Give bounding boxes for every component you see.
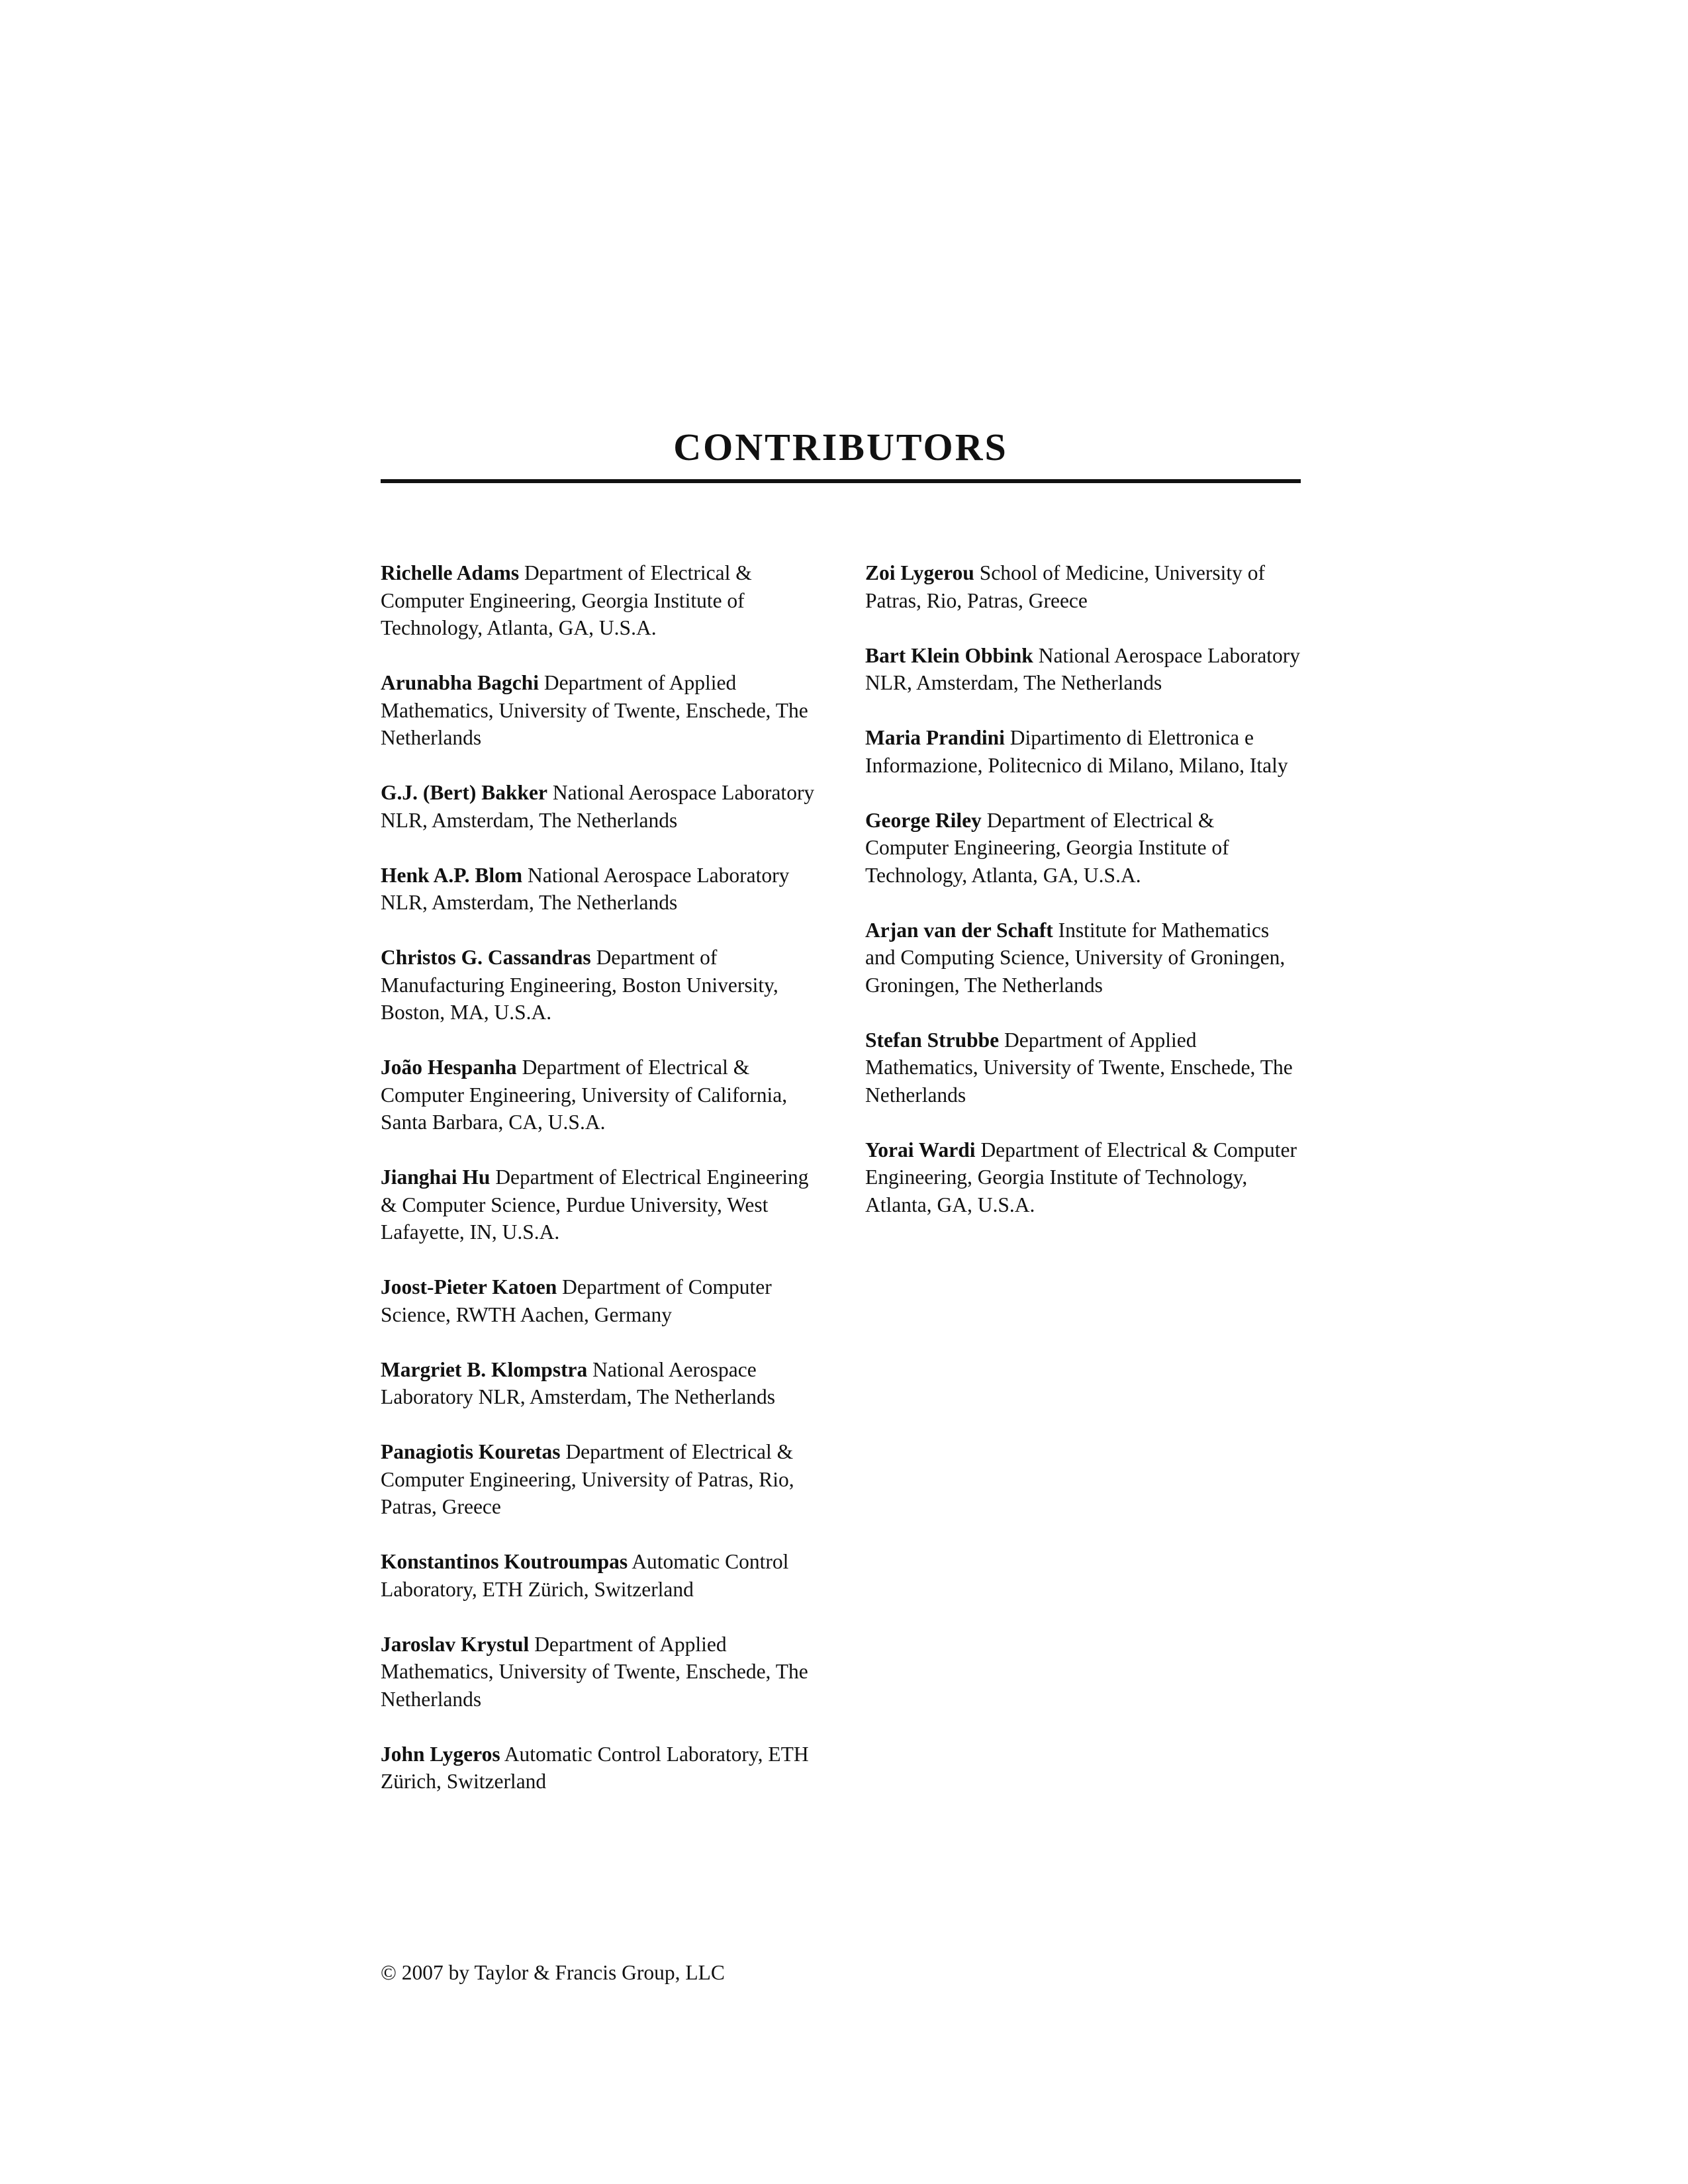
contributor-affiliation: Department of Electrical & Computer Engineering, Georgia Institute of Technology, Atlanta, GA, U.S.A. [865,808,1229,887]
contributor-name: Joost-Pieter Katoen [381,1275,557,1298]
contributor-entry [865,642,1302,697]
contributor-affiliation: Department of Manufacturing Engineering, Boston University, Boston, MA, U.S.A. [381,946,778,1024]
contributor-affiliation: National Aerospace Laboratory NLR, Amsterdam, The Netherlands [381,1357,776,1408]
contributors-right-column [865,559,1302,1246]
contributor-entry [381,1273,824,1328]
contributor-affiliation: Automatic Control Laboratory, ETH Zürich, Switzerland [381,1742,809,1793]
contributor-entry [381,944,824,1026]
contributor-entry [381,559,824,642]
contributor-name: Maria Prandini [865,726,1005,749]
contributor-name: Margriet B. Klompstra [381,1357,588,1381]
contributor-affiliation: Department of Electrical Engineering & Computer Science, Purdue University, West Lafayette, IN, U.S.A. [381,1165,809,1244]
contributor-name: Yorai Wardi [865,1138,976,1161]
contributor-affiliation: Department of Electrical & Computer Engineering, Georgia Institute of Technology, Atlanta, GA, U.S.A. [381,561,752,639]
contributor-entry [381,1163,824,1246]
contributor-name: Panagiotis Kouretas [381,1440,561,1463]
contributor-entry [381,1054,824,1136]
contributor-affiliation: Department of Electrical & Computer Engineering, University of California, Santa Barbara, CA, U.S.A. [381,1056,788,1134]
contributor-name: John Lygeros [381,1742,500,1766]
contributor-name: Arjan van der Schaft [865,918,1053,942]
contributor-name: Konstantinos Koutroumpas [381,1550,628,1573]
contributor-affiliation: Department of Applied Mathematics, University of Twente, Enschede, The Netherlands [381,671,808,749]
contributor-name: Henk A.P. Blom [381,863,523,887]
contributor-affiliation: Department of Computer Science, RWTH Aachen, Germany [381,1275,772,1326]
contributor-entry [865,917,1302,999]
contributor-entry [381,1741,824,1796]
contributor-affiliation: Automatic Control Laboratory, ETH Zürich, Switzerland [381,1550,789,1601]
contributor-name: Zoi Lygerou [865,561,974,584]
contributor-name: Jaroslav Krystul [381,1632,530,1656]
contributor-name: Arunabha Bagchi [381,671,539,694]
contributor-entry [381,1356,824,1411]
page-title: CONTRIBUTORS [673,425,1008,469]
contributor-name: G.J. (Bert) Bakker [381,781,547,804]
copyright-notice: © 2007 by Taylor & Francis Group, LLC [381,1961,725,1984]
contributor-entry [381,1548,824,1603]
contributor-entry [381,1631,824,1713]
title-rule [381,479,1301,483]
contributor-entry [381,669,824,752]
contributor-entry [865,1136,1302,1219]
contributor-name: Stefan Strubbe [865,1028,1000,1052]
contributor-entry [865,724,1302,779]
contributor-entry [865,559,1302,614]
contributor-entry [381,862,824,917]
contributor-name: Bart Klein Obbink [865,643,1033,667]
contributor-affiliation: Department of Applied Mathematics, University of Twente, Enschede, The Netherlands [865,1028,1293,1107]
contributor-affiliation: National Aerospace Laboratory NLR, Amsterdam, The Netherlands [865,643,1301,694]
contributor-name: Richelle Adams [381,561,520,584]
contributor-entry [865,807,1302,889]
contributor-affiliation: School of Medicine, University of Patras, Rio, Patras, Greece [865,561,1265,612]
contributor-name: Jianghai Hu [381,1165,491,1189]
contributor-affiliation: Institute for Mathematics and Computing Science, University of Groningen, Groningen, The Netherlands [865,918,1286,997]
contributor-name: George Riley [865,808,982,832]
contributor-name: João Hespanha [381,1056,517,1079]
contributors-left-column [381,559,824,1823]
contributor-affiliation: Department of Electrical & Computer Engineering, Georgia Institute of Technology, Atlanta, GA, U.S.A. [865,1138,1297,1216]
contributor-entry [381,1438,824,1521]
contributor-affiliation: National Aerospace Laboratory NLR, Amsterdam, The Netherlands [381,781,815,832]
contributor-affiliation: Department of Electrical & Computer Engineering, University of Patras, Rio, Patras, Greece [381,1440,794,1518]
contributor-entry [381,779,824,834]
contributor-entry [865,1026,1302,1109]
contributor-name: Christos G. Cassandras [381,946,591,969]
contributor-affiliation: Department of Applied Mathematics, University of Twente, Enschede, The Netherlands [381,1632,808,1711]
contributor-affiliation: Dipartimento di Elettronica e Informazione, Politecnico di Milano, Milano, Italy [865,726,1288,777]
contributor-affiliation: National Aerospace Laboratory NLR, Amsterdam, The Netherlands [381,863,790,914]
